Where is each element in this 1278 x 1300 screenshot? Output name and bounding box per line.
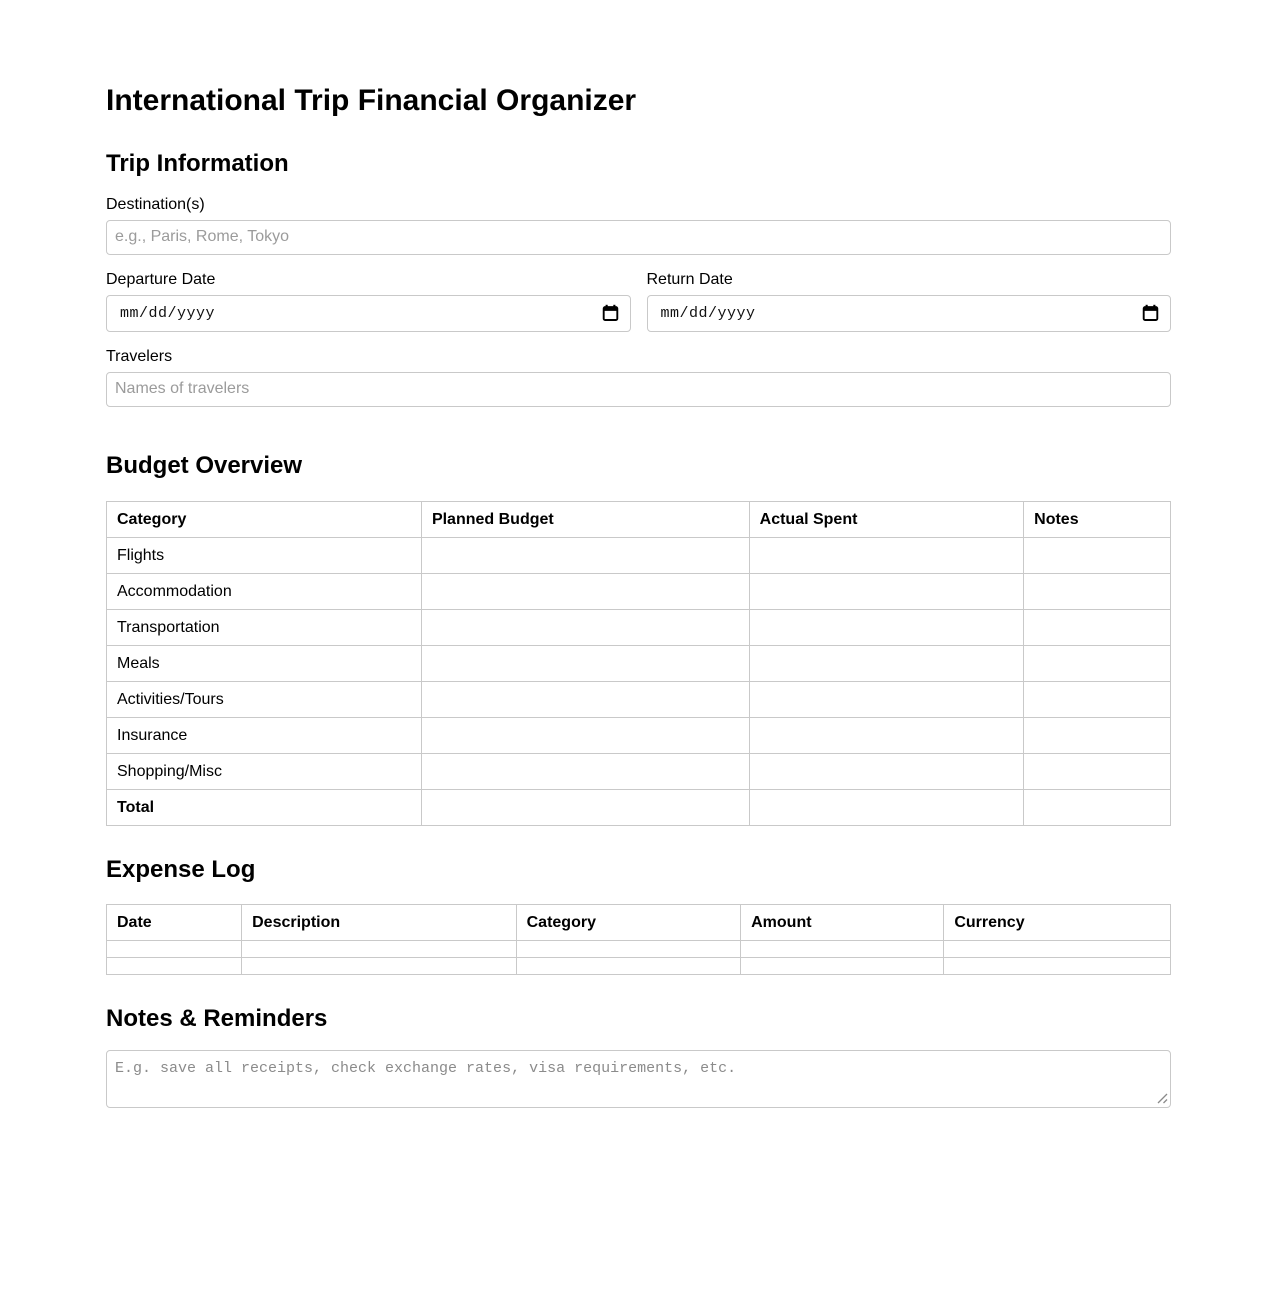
table-row [107, 941, 1171, 958]
calendar-icon[interactable] [602, 304, 619, 322]
budget-category-cell: Insurance [107, 717, 422, 753]
return-date-field [647, 270, 1172, 332]
expense-header-category: Category [516, 905, 741, 941]
budget-planned-cell [421, 753, 749, 789]
budget-actual-cell [749, 681, 1024, 717]
budget-planned-cell [421, 645, 749, 681]
budget-header-actual: Actual Spent [749, 501, 1024, 537]
expense-log-section [106, 856, 1171, 976]
table-row [107, 609, 1171, 645]
date-fields-row [106, 270, 1171, 332]
budget-category-cell: Shopping/Misc [107, 753, 422, 789]
budget-header-row [107, 501, 1171, 537]
expense-description-cell [242, 958, 517, 975]
expense-category-cell [516, 941, 741, 958]
notes-reminders-section [106, 1005, 1171, 1108]
budget-actual-cell [749, 789, 1024, 825]
expense-header-date: Date [107, 905, 242, 941]
budget-category-cell: Activities/Tours [107, 681, 422, 717]
budget-notes-cell [1024, 789, 1171, 825]
trip-information-heading: Trip Information [106, 150, 289, 177]
resize-grip-icon[interactable] [1157, 1093, 1168, 1104]
budget-actual-cell [749, 573, 1024, 609]
return-date-label: Return Date [646, 270, 733, 288]
budget-header-notes: Notes [1024, 501, 1171, 537]
budget-overview-heading: Budget Overview [106, 451, 303, 479]
trip-information-section [106, 150, 1171, 407]
table-row [107, 753, 1171, 789]
destination-input[interactable] [106, 220, 1171, 255]
page-title: International Trip Financial Organizer [106, 84, 637, 117]
notes-textarea-wrap [106, 1050, 1171, 1108]
notes-reminders-heading: Notes & Reminders [106, 1005, 328, 1033]
expense-category-cell [516, 958, 741, 975]
expense-date-cell [107, 941, 242, 958]
budget-header-planned: Planned Budget [421, 501, 749, 537]
notes-textarea[interactable] [106, 1050, 1171, 1108]
budget-actual-cell [749, 537, 1024, 573]
return-date-input[interactable] [647, 295, 1172, 332]
table-row [107, 645, 1171, 681]
expense-description-cell [242, 941, 517, 958]
budget-actual-cell [749, 753, 1024, 789]
budget-planned-cell [421, 717, 749, 753]
travelers-input[interactable] [106, 372, 1171, 407]
destination-label: Destination(s) [106, 195, 205, 213]
expense-amount-cell [741, 941, 944, 958]
travelers-label: Travelers [106, 347, 173, 365]
departure-date-input[interactable] [106, 295, 631, 332]
expense-currency-cell [944, 941, 1171, 958]
expense-header-currency: Currency [944, 905, 1171, 941]
budget-notes-cell [1024, 753, 1171, 789]
departure-date-label: Departure Date [106, 270, 216, 288]
budget-category-cell: Meals [107, 645, 422, 681]
budget-planned-cell [421, 789, 749, 825]
budget-notes-cell [1024, 645, 1171, 681]
table-row [107, 958, 1171, 975]
expense-header-amount: Amount [741, 905, 944, 941]
budget-header-category: Category [107, 501, 422, 537]
budget-category-cell: Transportation [107, 609, 422, 645]
budget-actual-cell [749, 717, 1024, 753]
budget-actual-cell [749, 645, 1024, 681]
travelers-field [106, 347, 1171, 407]
table-row [107, 537, 1171, 573]
budget-actual-cell [749, 609, 1024, 645]
budget-total-row [107, 789, 1171, 825]
table-row [107, 573, 1171, 609]
budget-notes-cell [1024, 681, 1171, 717]
table-row [107, 681, 1171, 717]
table-row [107, 717, 1171, 753]
budget-overview-section [106, 452, 1171, 826]
page-container [106, 0, 1171, 1108]
budget-overview-table [106, 501, 1171, 826]
budget-category-cell: Flights [107, 537, 422, 573]
expense-header-description: Description [242, 905, 517, 941]
departure-date-field [106, 270, 631, 332]
budget-planned-cell [421, 537, 749, 573]
budget-planned-cell [421, 681, 749, 717]
budget-category-cell: Accommodation [107, 573, 422, 609]
budget-total-label: Total [107, 789, 422, 825]
budget-planned-cell [421, 573, 749, 609]
budget-planned-cell [421, 609, 749, 645]
calendar-icon[interactable] [1142, 304, 1159, 322]
expense-header-row [107, 905, 1171, 941]
return-date-value: mm/dd/yyyy [660, 304, 756, 322]
budget-notes-cell [1024, 537, 1171, 573]
departure-date-value: mm/dd/yyyy [120, 304, 216, 322]
expense-log-table [106, 904, 1171, 975]
budget-notes-cell [1024, 717, 1171, 753]
expense-date-cell [107, 958, 242, 975]
expense-log-heading: Expense Log [106, 855, 256, 883]
expense-currency-cell [944, 958, 1171, 975]
expense-amount-cell [741, 958, 944, 975]
budget-notes-cell [1024, 573, 1171, 609]
budget-notes-cell [1024, 609, 1171, 645]
